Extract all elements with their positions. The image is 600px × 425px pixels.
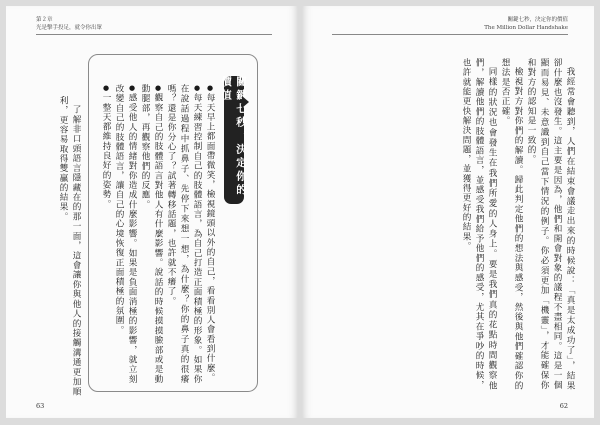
bullet-icon: ● bbox=[193, 84, 201, 94]
body-paragraph: 我經常會聽到，人們在結束會議走出來的時候說：「真是太成功了」，結果卻什麼也沒發生。這主要是因為，他們和開會對象的議程不盡相同。這是一個顯而易見、未意識到自己當下情況的例子。你必須更加「機靈」，才能確保你和對方的認知是一致的。 bbox=[526, 58, 575, 390]
tip-text: 觀察自己的肢體語言對他人有什麼影響。說話的時候摸摸臉部或是動動腿部，再觀察他們的反應。 bbox=[140, 84, 163, 384]
tip-text: 每天練習控制自己的肢體語言，為自己打造正面積極的形象。如果你在說話過程中抓鼻子、先停下來想一想，為什麼？你的鼻子真的很癢嗎？還是你分心了？試著轉移話題，也許就不癢了。 bbox=[166, 84, 202, 384]
right-header-rule bbox=[332, 34, 568, 35]
tip-item bbox=[203, 84, 216, 384]
tip-item bbox=[164, 84, 203, 384]
right-body-text bbox=[390, 58, 576, 390]
tips-box-list bbox=[101, 84, 216, 384]
page-number-right: 62 bbox=[559, 402, 568, 410]
chapter-title: 光是擊手投足，就令你出眾 bbox=[36, 25, 103, 31]
tip-item bbox=[138, 84, 164, 384]
left-running-head bbox=[36, 16, 102, 32]
page-number-left: 63 bbox=[36, 402, 45, 410]
body-paragraph: 了解非口頭語言隱藏在的那一面，這會讓你與他人的接觸溝通更加順利，更容易取得雙贏的結果。 bbox=[58, 96, 81, 396]
right-page bbox=[302, 6, 594, 418]
body-paragraph: 同樣的狀況也會發生在我們所愛的人身上。要是我們真的花點時間觀察他們，解讀他們的肢體語言，並感受我們給予他們的感受，尤其在爭吵的時候，也許就能更快解決問題，並獲得更好的結果。 bbox=[461, 58, 497, 390]
left-body-text bbox=[28, 96, 82, 396]
tip-text: 每天早上都面帶微笑，檢視鏡頭以外的自己，看看別人會看到什麼。 bbox=[205, 93, 215, 383]
tips-box-title-pointer bbox=[242, 96, 249, 108]
left-page bbox=[6, 6, 298, 418]
tip-text: 感受他人的情緒對你造成什麼影響。如果是負面消極的影響，就立刻改變自己的肢體語言，讓自己的心境恢復正面積極的氛圍。 bbox=[114, 84, 137, 384]
book-title: 關鍵七秒，決定你的價值 bbox=[507, 17, 568, 23]
tip-text: 一整天都維持良好的姿勢。 bbox=[101, 93, 111, 209]
tip-item bbox=[112, 84, 138, 384]
right-running-head bbox=[484, 16, 568, 32]
chapter-number: 第２章 bbox=[36, 17, 53, 23]
body-paragraph: 檢視對方對你們的解讀。歸此判定他們的想法與感受，然後與他們確認你的想法是否正確。 bbox=[500, 58, 523, 390]
left-header-rule bbox=[36, 34, 272, 35]
tips-box-title: 關鍵七秒，決定你的價值 bbox=[224, 76, 244, 204]
bullet-icon: ● bbox=[102, 84, 110, 94]
tip-item bbox=[99, 84, 112, 384]
bullet-icon: ● bbox=[206, 84, 214, 94]
book-title-english: The Million Dollar Handshake bbox=[484, 25, 568, 31]
bullet-icon: ● bbox=[128, 84, 136, 94]
bullet-icon: ● bbox=[154, 84, 162, 94]
